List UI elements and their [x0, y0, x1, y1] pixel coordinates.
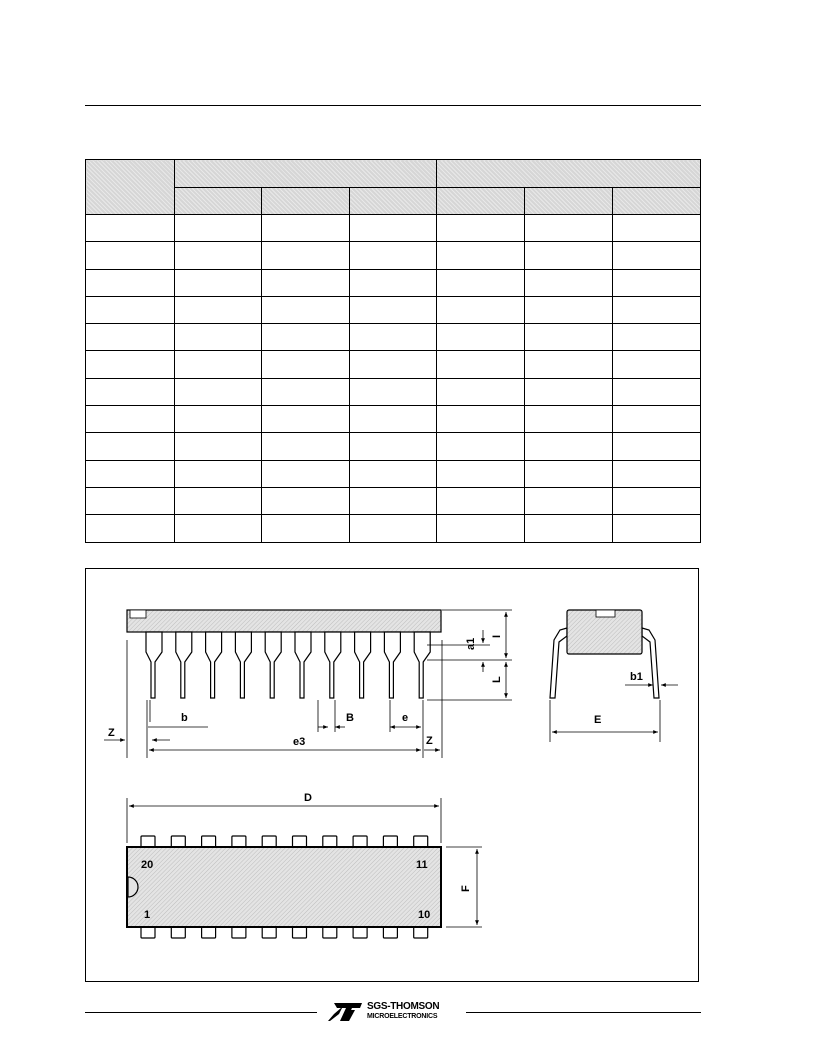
- top-pin: [414, 836, 428, 847]
- dim-label-b: b: [181, 712, 188, 724]
- top-pin: [202, 836, 216, 847]
- top-view-body: [127, 847, 441, 927]
- side-view: [127, 610, 441, 698]
- top-pin: [141, 836, 155, 847]
- side-lead: [206, 632, 222, 698]
- bottom-pin: [232, 927, 246, 938]
- bottom-pin: [353, 927, 367, 938]
- footer-rule-right: [466, 1012, 701, 1013]
- dim-label-e: e: [402, 712, 409, 724]
- pin-label-11: 11: [416, 859, 428, 871]
- brand-name: SGS-THOMSON: [367, 1001, 440, 1012]
- top-pin: [232, 836, 246, 847]
- dim-label-z-left: Z: [108, 727, 115, 739]
- side-view-leads: [146, 632, 430, 698]
- bottom-pin: [293, 927, 307, 938]
- dim-label-L: L: [491, 676, 503, 683]
- dim-label-a1: a1: [465, 637, 477, 650]
- side-lead: [384, 632, 400, 698]
- bottom-pin: [262, 927, 276, 938]
- dim-label-b1: b1: [630, 671, 643, 683]
- side-lead: [355, 632, 371, 698]
- footer-rule-left: [85, 1012, 317, 1013]
- dim-label-I: I: [491, 634, 503, 638]
- bottom-pin: [171, 927, 185, 938]
- top-pin: [323, 836, 337, 847]
- side-lead: [146, 632, 162, 698]
- side-lead: [176, 632, 192, 698]
- bottom-pin: [383, 927, 397, 938]
- dim-label-D: D: [304, 792, 312, 804]
- bottom-pin: [414, 927, 428, 938]
- dim-label-e3: e3: [293, 736, 306, 748]
- pin-label-10: 10: [418, 909, 431, 921]
- top-pin: [171, 836, 185, 847]
- side-lead: [325, 632, 341, 698]
- brand-subtitle: MICROELECTRONICS: [367, 1013, 438, 1020]
- side-view-body: [127, 610, 441, 632]
- bottom-pin: [202, 927, 216, 938]
- dim-label-E: E: [594, 714, 602, 726]
- dim-label-B: B: [346, 712, 354, 724]
- st-logo-icon: [328, 1001, 364, 1023]
- dim-label-z-right: Z: [426, 735, 433, 747]
- pin-label-1: 1: [144, 909, 151, 921]
- bottom-pin: [323, 927, 337, 938]
- top-pin: [293, 836, 307, 847]
- side-lead: [235, 632, 251, 698]
- bottom-pin: [141, 927, 155, 938]
- pin-label-20: 20: [141, 859, 154, 871]
- top-pin: [262, 836, 276, 847]
- top-pin: [383, 836, 397, 847]
- top-pin: [353, 836, 367, 847]
- side-lead: [414, 632, 430, 698]
- side-lead: [295, 632, 311, 698]
- top-view: [127, 836, 441, 938]
- side-lead: [265, 632, 281, 698]
- dim-label-F: F: [460, 885, 472, 892]
